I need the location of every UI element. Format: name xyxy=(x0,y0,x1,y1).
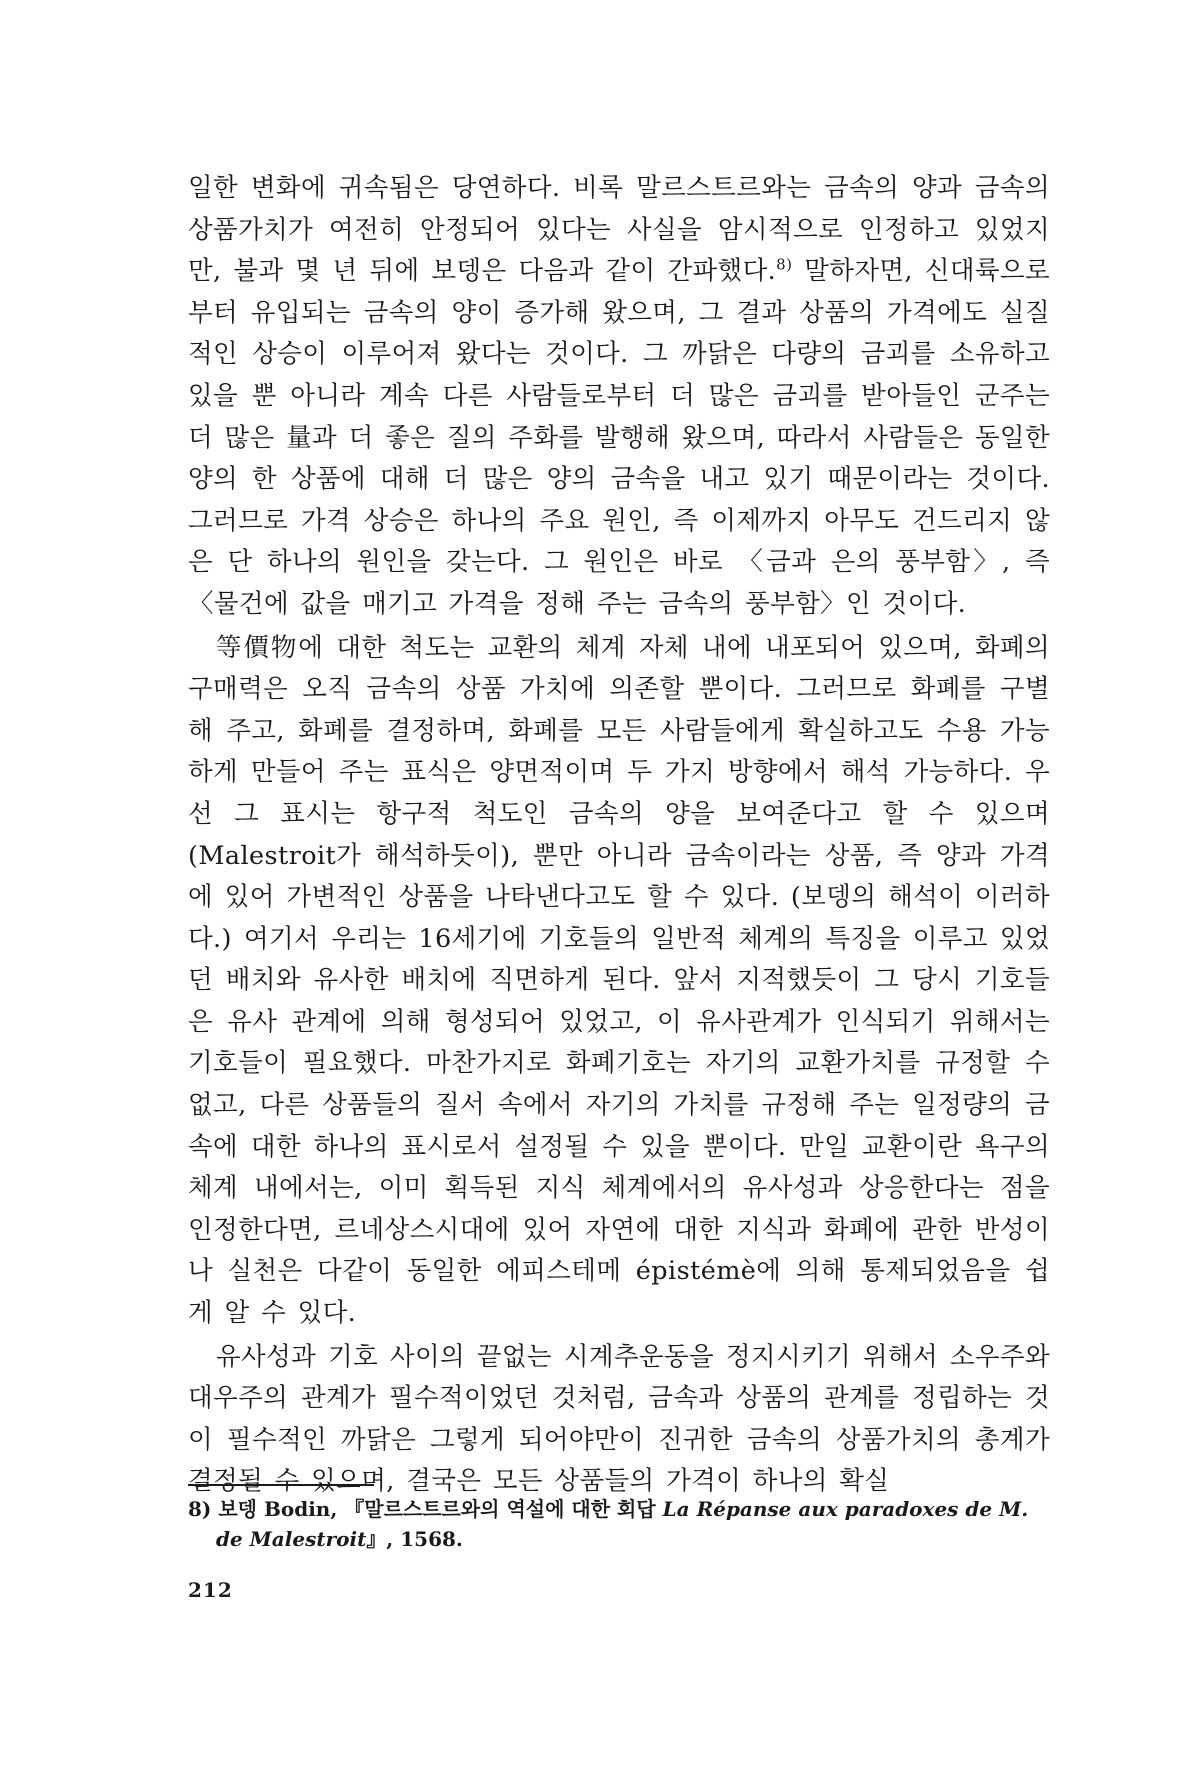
footnote-reference: 8) xyxy=(776,255,793,274)
footnote xyxy=(188,1494,1050,1554)
footnote-number: 8) xyxy=(188,1497,212,1521)
footnote-author: 보뎅 Bodin, xyxy=(218,1497,338,1521)
paragraph-2: 等價物에 대한 척도는 교환의 체계 자체 내에 내포되어 있으며, 화폐의 구매력은 오직 금속의 상품 가치에 의존할 뿐이다. 그러므로 화폐를 구별해 주고, 화폐를 결정하며, 화폐를 모든 사람들에게 확실하고도 수용 가능하게 만들어 주는 표식은 양면적이며 두 가지 방향에서 해석 가능하다. 우선 그 표시는 항구적 척도인 금속의 양을 보여준다고 할 수 있으며(Malestroit가 해석하듯이), 뿐만 아니라 금속이라는 상품, 즉 양과 가격에 있어 가변적인 상품을 나타낸다고도 할 수 있다. (보뎅의 해석이 이러하다.) 여기서 우리는 16세기에 기호들의 일반적 체계의 특징을 이루고 있었던 배치와 유사한 배치에 직면하게 된다. 앞서 지적했듯이 그 당시 기호들은 유사 관계에 의해 형성되어 있었고, 이 유사관계가 인식되기 위해서는 기호들이 필요했다. 마찬가지로 화폐기호는 자기의 교환가치를 규정할 수 없고, 다른 상품들의 질서 속에서 자기의 가치를 규정해 주는 일정량의 금속에 대한 하나의 표시로서 설정될 수 있을 뿐이다. 만일 교환이란 욕구의 체계 내에서는, 이미 획득된 지식 체계에서의 유사성과 상응한다는 점을 인정한다면, 르네상스시대에 있어 자연에 대한 지식과 화폐에 관한 반성이나 실천은 다같이 동일한 에피스테메 épistémè에 의해 통제되었음을 쉽게 알 수 있다. xyxy=(188,632,1050,1329)
paragraph-1 xyxy=(188,168,1050,626)
book-page xyxy=(188,168,1050,1728)
footnote-year: 1568. xyxy=(400,1527,463,1551)
footnote-divider xyxy=(188,1484,374,1486)
footnote-title-close: 』, xyxy=(366,1527,394,1551)
page-number: 212 xyxy=(188,1578,233,1602)
footnote-title-korean: 『말르스트르와의 역설에 대한 회답 xyxy=(344,1497,656,1521)
footnote-continuation xyxy=(188,1524,1050,1554)
paragraph-1-text-b: 말하자면, 신대륙으로부터 유입되는 금속의 양이 증가해 왔으며, 그 결과 상품의 가격에도 실질적인 상승이 이루어져 왔다는 것이다. 그 까닭은 다량의 금괴를 소유하고 있을 뿐 아니라 계속 다른 사람들로부터 더 많은 금괴를 받아들인 군주는 더 많은 量과 더 좋은 질의 주화를 발행해 왔으며, 따라서 사람들은 동일한 양의 한 상품에 대해 더 많은 양의 금속을 내고 있기 때문이라는 것이다. 그러므로 가격 상승은 하나의 주요 원인, 즉 이제까지 아무도 건드리지 않은 단 하나의 원인을 갖는다. 그 원인은 바로 〈금과 은의 풍부함〉, 즉 〈물건에 값을 매기고 가격을 정해 주는 금속의 풍부함〉인 것이다. xyxy=(188,256,1050,619)
paragraph-3: 유사성과 기호 사이의 끝없는 시계추운동을 정지시키기 위해서 소우주와 대우주의 관계가 필수적이었던 것처럼, 금속과 상품의 관계를 정립하는 것이 필수적인 까닭은 그렇게 되어야만이 진귀한 금속의 상품가치의 총계가 결정될 수 있으며, 결국은 모든 상품들의 가격이 하나의 확실 xyxy=(188,1341,1050,1497)
footnote-title-french-cont: de Malestroit xyxy=(216,1527,367,1551)
paragraph-1-text-a: 일한 변화에 귀속됨은 당연하다. 비록 말르스트르와는 금속의 양과 금속의 상품가치가 여전히 안정되어 있다는 사실을 암시적으로 인정하고 있었지만, 불과 몇 년 뒤에 보뎅은 다음과 같이 간파했다. xyxy=(188,173,1050,287)
footnote-title-french: La Répanse aux paradoxes de M. xyxy=(662,1497,1029,1521)
